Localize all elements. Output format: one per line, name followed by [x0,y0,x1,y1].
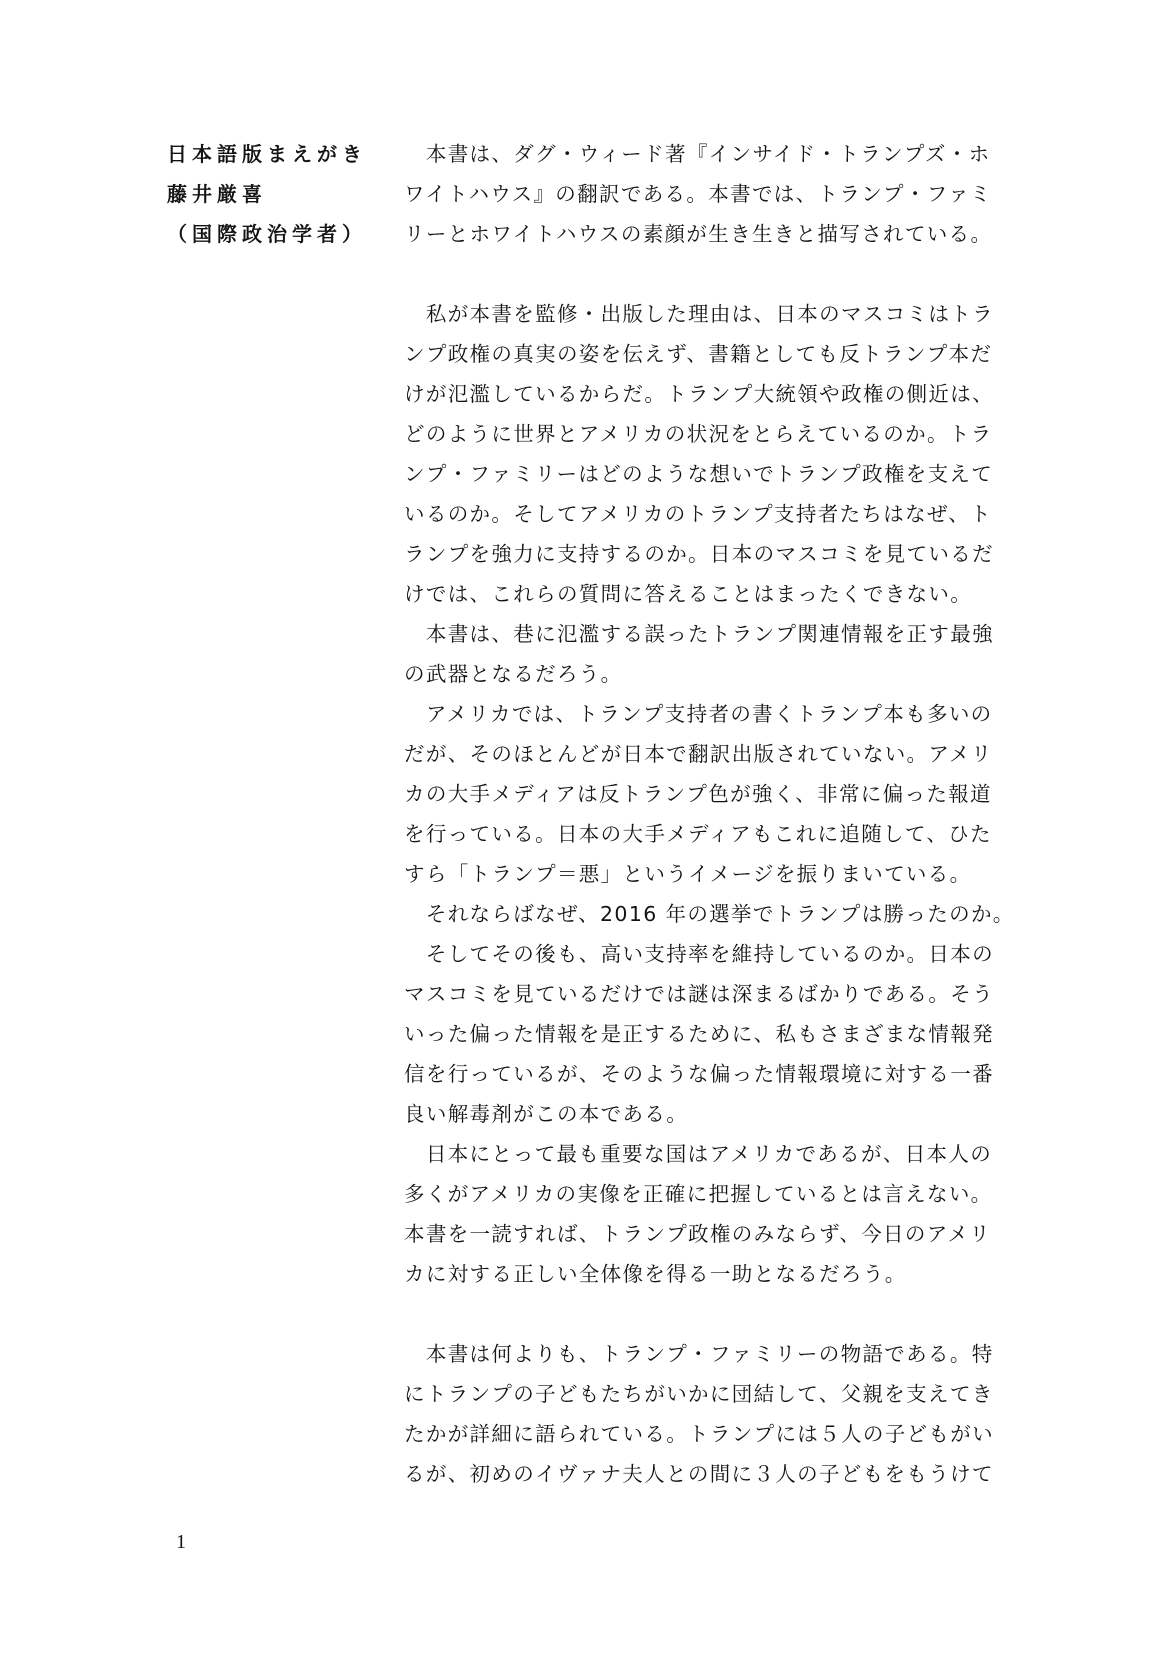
text-line: 本書を一読すれば、トランプ政権のみならず、今日のアメリ [404,1222,992,1246]
text-line: カの大手メディアは反トランプ色が強く、非常に偏った報道 [404,782,992,806]
text-line: それならばなぜ、2016 年の選挙でトランプは勝ったのか。 [404,902,1015,926]
text-line: いった偏った情報を是正するために、私もさまざまな情報発 [404,1022,994,1046]
text-line: 信を行っているが、そのような偏った情報環境に対する一番 [404,1062,994,1086]
text-line: リーとホワイトハウスの素顔が生き生きと描写されている。 [404,222,993,246]
text-line: ワイトハウス』の翻訳である。本書では、トランプ・ファミ [404,182,992,206]
text-line: カに対する正しい全体像を得る一助となるだろう。 [404,1262,907,1286]
text-line: 良い解毒剤がこの本である。 [404,1102,689,1126]
page-number: 1 [176,1531,186,1553]
text-line: そしてその後も、高い支持率を維持しているのか。日本の [404,942,994,966]
text-line: すら「トランプ＝悪」というイメージを振りまいている。 [404,862,972,886]
paragraph [404,294,1014,614]
text-line: にトランプの子どもたちがいかに団結して、父親を支えてき [404,1382,994,1406]
chapter-heading [167,134,377,254]
paragraph [404,614,1014,694]
text-line: の武器となるだろう。 [404,662,623,686]
text-line: 日本にとって最も重要な国はアメリカであるが、日本人の [404,1142,993,1166]
text-line: どのように世界とアメリカの状況をとらえているのか。トラ [404,422,993,446]
text-line: を行っている。日本の大手メディアもこれに追随して、ひた [404,822,992,846]
text-line: アメリカでは、トランプ支持者の書くトランプ本も多いの [404,702,993,726]
text-line: けでは、これらの質問に答えることはまったくできない。 [404,582,973,606]
text-line: ンプ・ファミリーはどのような想いでトランプ政権を支えて [404,462,994,486]
text-line: たかが詳細に語られている。トランプには５人の子どもがい [404,1422,994,1446]
paragraph [404,1334,1014,1494]
text-line: ンプ政権の真実の姿を伝えず、書籍としても反トランプ本だ [404,342,993,366]
text-line: 多くがアメリカの実像を正確に把握しているとは言えない。 [404,1182,993,1206]
paragraph [404,134,1014,254]
text-line: ランプを強力に支持するのか。日本のマスコミを見ているだ [404,542,994,566]
text-line: るが、初めのイヴァナ夫人との間に３人の子どもをもうけて [404,1462,994,1486]
chapter-title: 日本語版まえがき [167,142,367,166]
paragraph [404,694,1014,894]
paragraph [404,1134,1014,1294]
section-gap [404,254,1014,294]
text-line: いるのか。そしてアメリカのトランプ支持者たちはなぜ、ト [404,502,992,526]
text-line: マスコミを見ているだけでは謎は深まるばかりである。そう [404,982,994,1006]
author-name: 藤井厳喜 [167,182,267,206]
text-line: だが、そのほとんどが日本で翻訳出版されていない。アメリ [404,742,993,766]
text-line: 本書は何よりも、トランプ・ファミリーの物語である。特 [404,1342,994,1366]
text-line: 本書は、巷に氾濫する誤ったトランプ関連情報を正す最強 [404,622,994,646]
section-gap [404,1294,1014,1334]
paragraph [404,894,1014,934]
text-line: けが氾濫しているからだ。トランプ大統領や政権の側近は、 [404,382,994,406]
paragraph [404,934,1014,1134]
text-line: 本書は、ダグ・ウィード著『インサイド・トランプズ・ホ [404,142,991,166]
body-text [404,134,1014,1494]
author-role: （国際政治学者） [167,222,367,246]
text-line: 私が本書を監修・出版した理由は、日本のマスコミはトラ [404,302,994,326]
